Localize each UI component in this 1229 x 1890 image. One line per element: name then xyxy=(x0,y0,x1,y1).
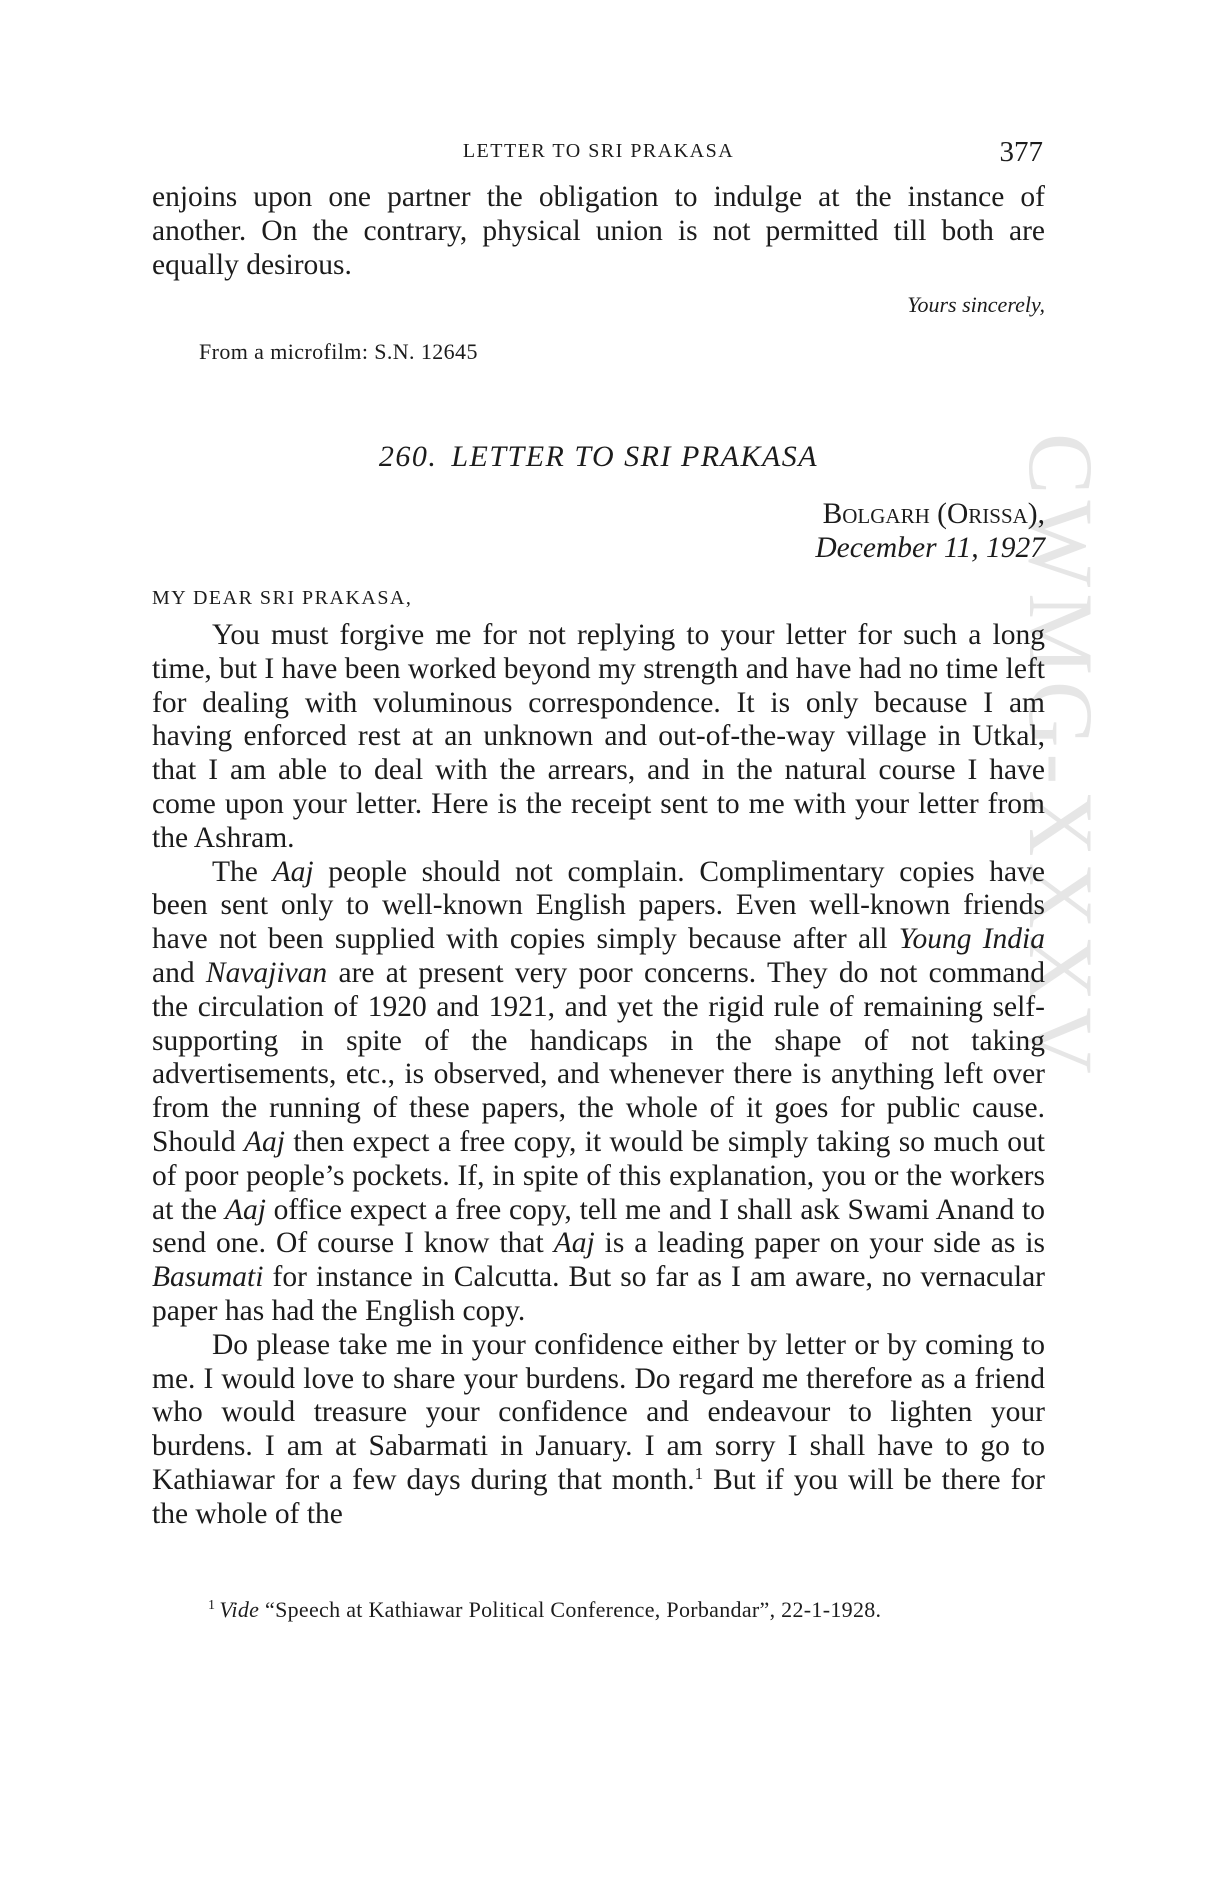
continuation-block xyxy=(152,181,1045,282)
p2-aaj-4: Aaj xyxy=(553,1227,595,1260)
letter-body xyxy=(152,619,1045,1532)
footnote xyxy=(208,1597,881,1623)
running-head xyxy=(152,136,1045,172)
closing: Yours sincerely, xyxy=(907,292,1045,317)
p2-text-d: are at present very poor concerns. They do not command the circulation of 1920 and 1921, and yet the rigid rule of remaining self-supporting in spite of the handicaps in the shape of not taking advertisements, etc., is observed, and whenever there is anything left over from the running of these papers, the whole of it goes for public cause. Should xyxy=(152,956,1046,1158)
p2-text-e: then expect a free copy, it would be simply taking so much out of poor people’s pockets. If, in spite of this explanation, you or the workers at the xyxy=(152,1125,1045,1226)
date: December 11, 1927 xyxy=(815,532,1045,564)
place: Bolgarh (Orissa), xyxy=(822,498,1045,530)
document-heading xyxy=(152,440,1045,474)
p2-basumati: Basumati xyxy=(152,1261,264,1294)
footnote-marker: 1 xyxy=(208,1597,216,1613)
paragraph-2 xyxy=(152,856,1045,1329)
p2-text-c: and xyxy=(152,956,206,989)
salutation: MY DEAR SRI PRAKASA, xyxy=(152,587,413,609)
p2-text-g: is a leading paper on your side as is xyxy=(594,1227,1045,1260)
p2-text-b: people should not complain. Complimentary copies have been sent only to well-known English papers. Even well-known friends have not been supplied with copies simply because after all xyxy=(152,855,1045,956)
paragraph-3 xyxy=(152,1329,1045,1532)
p3-text-a: Do please take me in your confidence either by letter or by coming to me. I would love to share your burdens. Do regard me therefore as a friend who would treasure your confidence and endeavour to lighten your burdens. I am at Sabarmati in January. I am sorry I shall have to go to Kathiawar for a few days during that month. xyxy=(152,1328,1045,1496)
footnote-reference[interactable]: 1 xyxy=(694,1463,704,1483)
p2-navajivan: Navajivan xyxy=(205,956,328,989)
continuation-paragraph: enjoins upon one partner the obligation to indulge at the instance of another. On the contrary, physical union is not permitted till both are equally desirous. xyxy=(152,181,1045,281)
document-number: 260. xyxy=(378,440,438,473)
paragraph-1: You must forgive me for not replying to your letter for such a long time, but I have been worked beyond my strength and have had no time left for dealing with voluminous correspondence. It is only because I am having enforced rest at an unknown and out-of-the-way village in Utkal, that I am able to deal with the arrears, and in the natural course I have come upon your letter. Here is the receipt sent to me with your letter from the Ashram. xyxy=(152,619,1045,854)
document-title: LETTER TO SRI PRAKASA xyxy=(451,440,819,473)
p2-aaj-2: Aaj xyxy=(244,1125,285,1158)
page-number: 377 xyxy=(999,136,1043,168)
footnote-text: “Speech at Kathiawar Political Conference, Porbandar”, 22-1-1928. xyxy=(259,1597,882,1622)
p2-text-h: for instance in Calcutta. But so far as I am aware, no vernacular paper has had the English copy. xyxy=(152,1261,1045,1327)
source-note: From a microfilm: S.N. 12645 xyxy=(199,339,478,364)
p2-text-f: office expect a free copy, tell me and I shall ask Swami Anand to send one. Of course I know that xyxy=(152,1193,1045,1260)
p3-text-b: But if you will be there for the whole of the xyxy=(152,1463,1045,1530)
p2-young-india: Young India xyxy=(898,923,1045,956)
footnote-vide: Vide xyxy=(219,1597,260,1622)
p2-text-a: The xyxy=(212,855,273,888)
p2-aaj-3: Aaj xyxy=(224,1193,266,1226)
watermark-text: CWMG-XXXV xyxy=(1010,433,1112,1080)
p2-aaj: Aaj xyxy=(272,855,314,888)
place-line xyxy=(823,498,1045,531)
running-title: LETTER TO SRI PRAKASA xyxy=(462,140,735,162)
